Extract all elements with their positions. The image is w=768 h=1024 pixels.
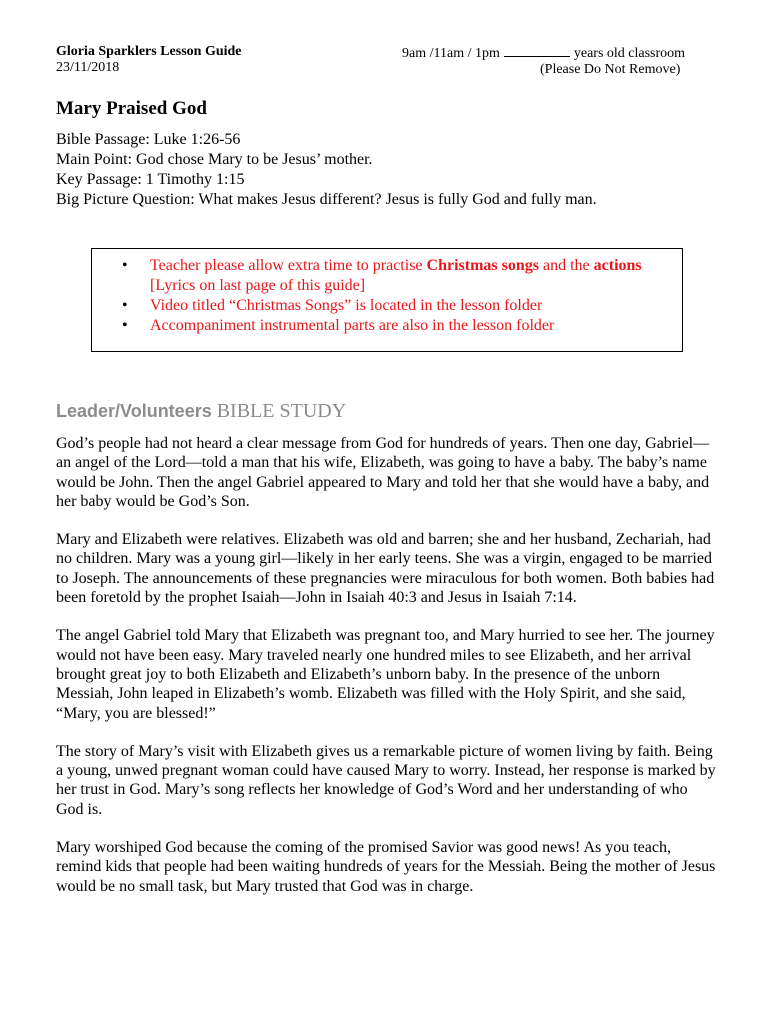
paragraph: God’s people had not heard a clear message from God for hundreds of years. Then one day, Gabriel—an angel of the Lord—told a man that his wife, Elizabeth, was going to have a baby. The baby’s name would be John. Then the angel Gabriel appeared to Mary and told her that she would have a baby, and her baby would be God’s Son. (56, 435, 710, 510)
bible-study-body (56, 434, 716, 915)
age-blank-line (504, 44, 570, 57)
paragraph: The angel Gabriel told Mary that Elizabeth was pregnant too, and Mary hurried to see her. The journey would not have been easy. Mary traveled nearly one hundred miles to see Elizabeth, and her arrival brought great joy to both Elizabeth and Elizabeth’s unborn baby. In the presence of the unborn Messiah, John leaped in Elizabeth’s womb. Elizabeth was filled with the Holy Spirit, and she said, “Mary, you are blessed!” (56, 627, 715, 722)
header-left (56, 44, 242, 76)
big-picture-question: Big Picture Question: What makes Jesus different? Jesus is fully God and fully man. (56, 191, 597, 208)
guide-date: 23/11/2018 (56, 60, 120, 75)
header-right (402, 44, 712, 78)
paragraph: Mary worshiped God because the coming of the promised Savior was good news! As you teach, remind kids that people had been waiting hundreds of years for the Messiah. Being the mother of Jesus would be no small task, but Mary trusted that God was in charge. (56, 839, 716, 895)
session-times-line (402, 44, 712, 62)
main-point: Main Point: God chose Mary to be Jesus’ mother. (56, 151, 373, 168)
section-heading-rest: BIBLE STUDY (216, 400, 347, 422)
key-passage: Key Passage: 1 Timothy 1:15 (56, 171, 245, 188)
lesson-facts (56, 130, 597, 210)
bullet-icon: • (122, 297, 128, 314)
guide-title: Gloria Sparklers Lesson Guide (56, 44, 242, 59)
section-heading-lead: Leader/Volunteers (56, 401, 212, 421)
lesson-title: Mary Praised God (56, 98, 207, 119)
do-not-remove-note: (Please Do Not Remove) (540, 62, 681, 77)
classroom-label: years old classroom (573, 46, 686, 61)
bullet-icon: • (122, 317, 128, 334)
session-times: 9am /11am / 1pm (402, 46, 500, 61)
notice-item: • Accompaniment instrumental parts are also in the lesson folder (122, 317, 555, 334)
paragraph: The story of Mary’s visit with Elizabeth gives us a remarkable picture of women living by faith. Being a young, unwed pregnant woman could have caused Mary to worry. Instead, her response is marked by her trust in God. Mary’s song reflects her knowledge of God’s Word and her understanding of who God is. (56, 742, 716, 818)
bible-passage: Bible Passage: Luke 1:26-56 (56, 131, 241, 148)
teacher-notice-box (91, 248, 683, 352)
notice-item: • Video titled “Christmas Songs” is located in the lesson folder (122, 297, 543, 314)
notice-item: • Teacher please allow extra time to practise Christmas songs and the actions [Lyrics on last page of this guide] (122, 257, 642, 294)
bullet-icon: • (122, 257, 128, 274)
paragraph: Mary and Elizabeth were relatives. Elizabeth was old and barren; she and her husband, Zechariah, had no children. Mary was a young girl—likely in her early teens. She was a virgin, engaged to be married to Joseph. The announcements of these pregnancies were miraculous for both women. Both babies had been foretold by the prophet Isaiah—John in Isaiah 40:3 and Jesus in Isaiah 7:14. (56, 531, 715, 607)
section-heading (56, 400, 346, 423)
